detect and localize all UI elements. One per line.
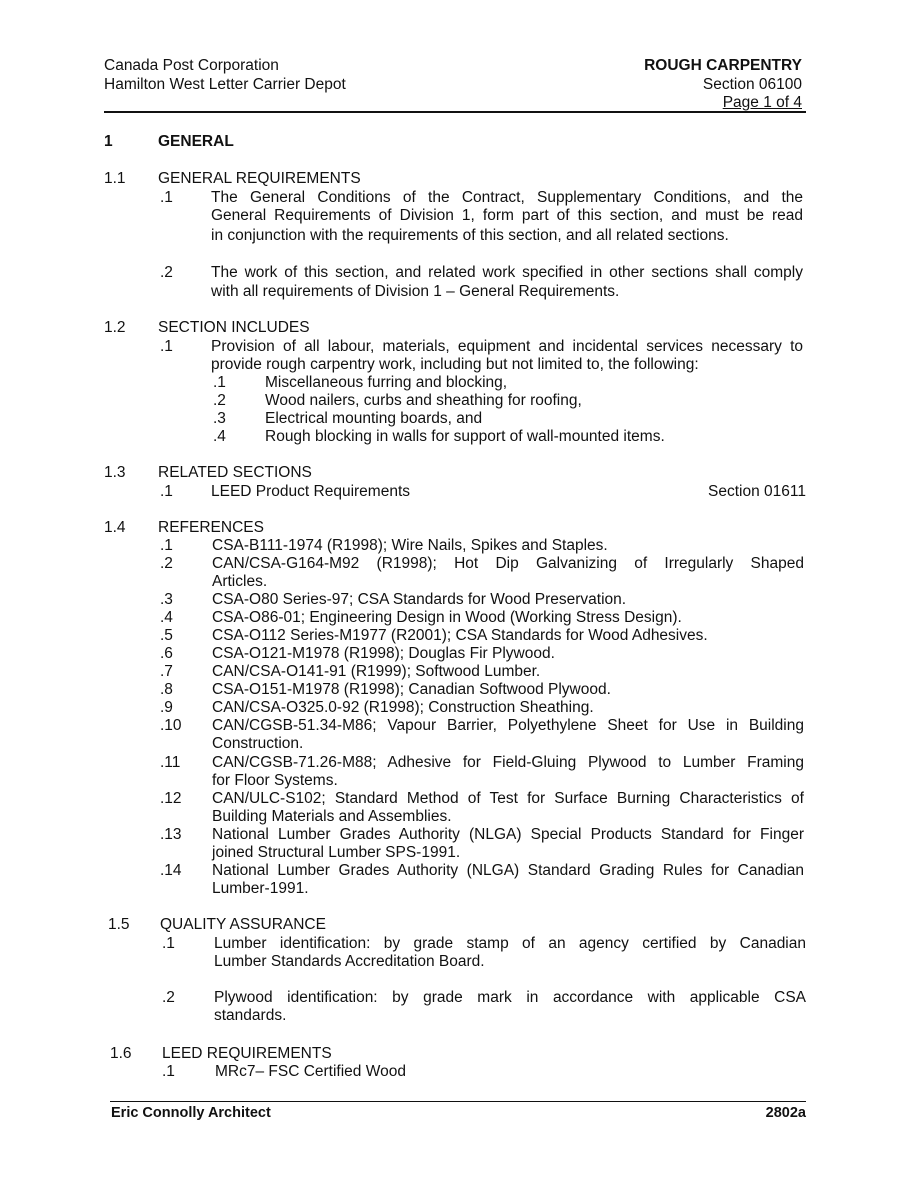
- sub-item-text: Wood nailers, curbs and sheathing for roofing,: [265, 392, 582, 409]
- item-number: .9: [160, 699, 173, 716]
- reference-line: joined Structural Lumber SPS-1991.: [212, 844, 461, 861]
- item-number: .1: [160, 537, 173, 554]
- item-number: .6: [160, 645, 173, 662]
- reference-line: CAN/CSA-O141-91 (R1999); Softwood Lumber.: [212, 663, 541, 680]
- reference-line: CAN/ULC-S102; Standard Method of Test for Surface Burning Characteristics of: [212, 790, 804, 807]
- sub-item-number: .2: [213, 392, 226, 409]
- section-title: LEED REQUIREMENTS: [162, 1045, 332, 1062]
- reference-line: CAN/CGSB-51.34-M86; Vapour Barrier, Polyethylene Sheet for Use in Building: [212, 717, 804, 734]
- paragraph-line: The work of this section, and related work specified in other sections shall comply: [211, 264, 803, 281]
- reference-line: CSA-O121-M1978 (R1998); Douglas Fir Plywood.: [212, 645, 555, 662]
- paragraph-line: provide rough carpentry work, including but not limited to, the following:: [211, 356, 699, 373]
- item-number: .14: [160, 862, 182, 879]
- reference-line: CAN/CSA-G164-M92 (R1998); Hot Dip Galvanizing of Irregularly Shaped: [212, 555, 804, 572]
- item-number: .2: [160, 264, 173, 281]
- header-rule: [104, 111, 806, 113]
- item-number: .1: [160, 189, 173, 206]
- section-title: RELATED SECTIONS: [158, 464, 312, 481]
- item-number: .1: [160, 338, 173, 355]
- item-number: .10: [160, 717, 182, 734]
- section-title: GENERAL REQUIREMENTS: [158, 170, 361, 187]
- footer-architect: Eric Connolly Architect: [111, 1105, 271, 1121]
- section-title: QUALITY ASSURANCE: [160, 916, 326, 933]
- reference-line: CSA-O80 Series-97; CSA Standards for Wood Preservation.: [212, 591, 627, 608]
- reference-line: National Lumber Grades Authority (NLGA) Special Products Standard for Finger: [212, 826, 804, 843]
- paragraph-line: standards.: [214, 1007, 287, 1024]
- related-section-reference: Section 01611: [708, 483, 806, 500]
- sub-item-text: Rough blocking in walls for support of wall-mounted items.: [265, 428, 665, 445]
- sub-item-number: .3: [213, 410, 226, 427]
- section-number: 1.6: [110, 1045, 132, 1062]
- paragraph-line: Plywood identification: by grade mark in accordance with applicable CSA: [214, 989, 806, 1006]
- item-number: .11: [160, 754, 181, 771]
- item-number: .1: [162, 1063, 175, 1080]
- reference-line: CSA-O86-01; Engineering Design in Wood (Working Stress Design).: [212, 609, 682, 626]
- item-number: .2: [162, 989, 175, 1006]
- reference-line: Building Materials and Assemblies.: [212, 808, 452, 825]
- sub-item-number: .1: [213, 374, 226, 391]
- section-number: 1.1: [104, 170, 126, 187]
- section-number: 1.4: [104, 519, 126, 536]
- part-title: GENERAL: [158, 133, 234, 150]
- reference-line: CSA-B111-1974 (R1998); Wire Nails, Spikes and Staples.: [212, 537, 608, 554]
- reference-line: Articles.: [212, 573, 268, 590]
- sub-item-number: .4: [213, 428, 226, 445]
- paragraph-line: General Requirements of Division 1, form part of this section, and must be read: [211, 207, 803, 224]
- header-section-title: ROUGH CARPENTRY: [644, 57, 802, 74]
- part-number: 1: [104, 133, 113, 150]
- reference-line: Construction.: [212, 735, 304, 752]
- item-number: .12: [160, 790, 182, 807]
- footer-rule: [110, 1101, 806, 1102]
- section-title: SECTION INCLUDES: [158, 319, 310, 336]
- footer-project-code: 2802a: [765, 1105, 806, 1121]
- section-number: 1.2: [104, 319, 126, 336]
- paragraph-line: MRc7– FSC Certified Wood: [215, 1063, 406, 1080]
- item-number: .2: [160, 555, 173, 572]
- paragraph-line: Provision of all labour, materials, equipment and incidental services necessary to: [211, 338, 803, 355]
- item-number: .13: [160, 826, 182, 843]
- reference-line: for Floor Systems.: [212, 772, 338, 789]
- paragraph-line: Lumber identification: by grade stamp of an agency certified by Canadian: [214, 935, 806, 952]
- item-number: .3: [160, 591, 173, 608]
- header-organization: Canada Post Corporation: [104, 57, 279, 74]
- section-number: 1.3: [104, 464, 126, 481]
- paragraph-line: in conjunction with the requirements of this section, and all related sections.: [211, 227, 729, 244]
- header-page-number: Page 1 of 4: [722, 94, 802, 111]
- item-number: .1: [160, 483, 173, 500]
- sub-item-text: Electrical mounting boards, and: [265, 410, 483, 427]
- item-number: .4: [160, 609, 173, 626]
- item-number: .1: [162, 935, 175, 952]
- reference-line: National Lumber Grades Authority (NLGA) Standard Grading Rules for Canadian: [212, 862, 804, 879]
- header-section-number: Section 06100: [702, 76, 802, 93]
- item-number: .7: [160, 663, 173, 680]
- sub-item-text: Miscellaneous furring and blocking,: [265, 374, 508, 391]
- reference-line: CSA-O112 Series-M1977 (R2001); CSA Standards for Wood Adhesives.: [212, 627, 708, 644]
- item-number: .5: [160, 627, 173, 644]
- paragraph-line: The General Conditions of the Contract, Supplementary Conditions, and the: [211, 189, 803, 206]
- paragraph-line: Lumber Standards Accreditation Board.: [214, 953, 485, 970]
- reference-line: CSA-O151-M1978 (R1998); Canadian Softwood Plywood.: [212, 681, 611, 698]
- section-title: REFERENCES: [158, 519, 264, 536]
- section-number: 1.5: [108, 916, 130, 933]
- related-section-name: LEED Product Requirements: [211, 483, 411, 500]
- paragraph-line: with all requirements of Division 1 – General Requirements.: [211, 283, 620, 300]
- item-number: .8: [160, 681, 173, 698]
- reference-line: CAN/CSA-O325.0-92 (R1998); Construction Sheathing.: [212, 699, 594, 716]
- header-project: Hamilton West Letter Carrier Depot: [104, 76, 346, 93]
- reference-line: CAN/CGSB-71.26-M88; Adhesive for Field-Gluing Plywood to Lumber Framing: [212, 754, 804, 771]
- reference-line: Lumber-1991.: [212, 880, 309, 897]
